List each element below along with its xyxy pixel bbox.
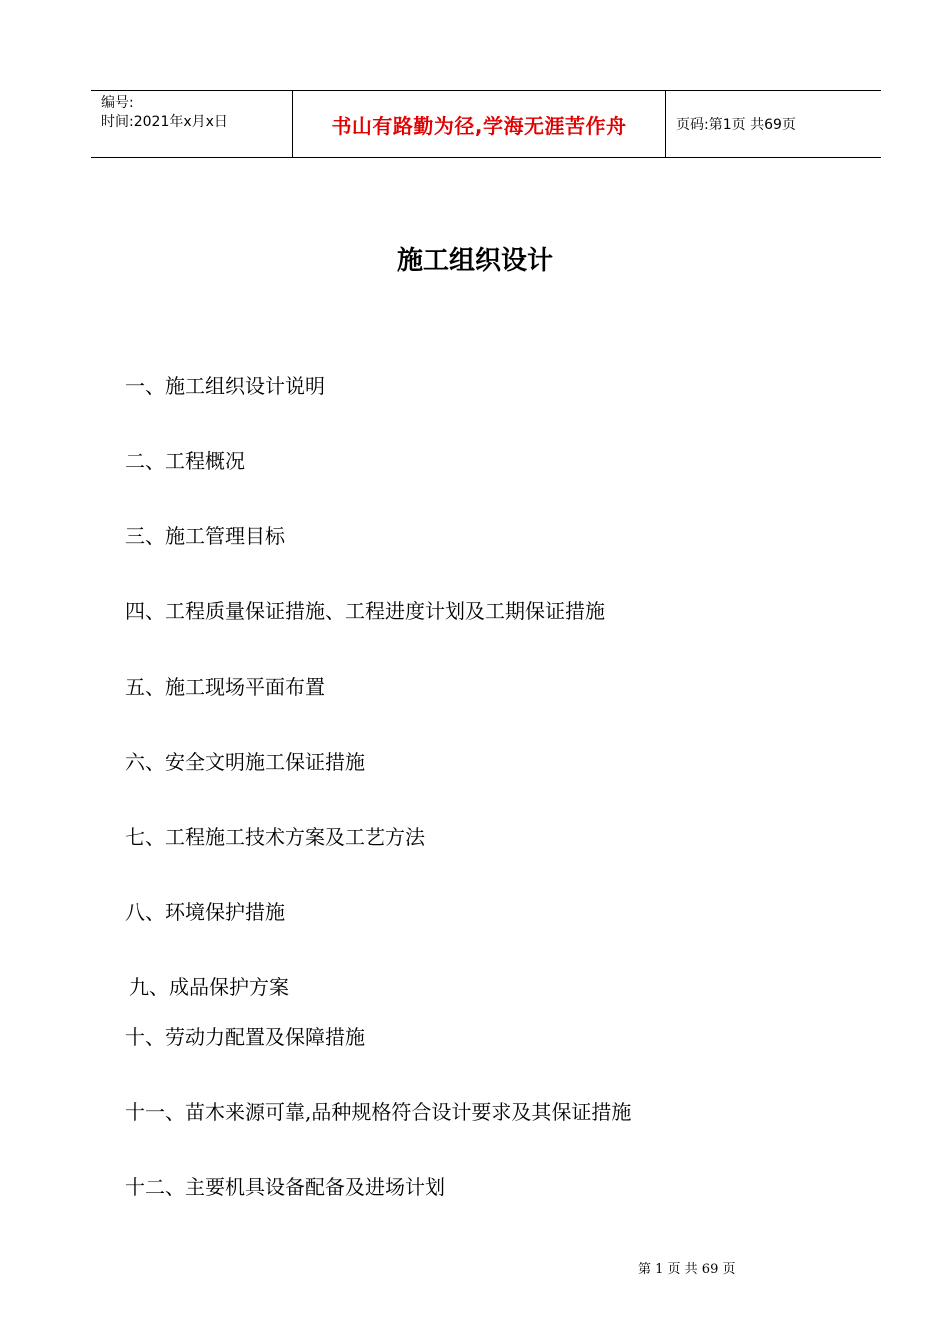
toc-item: 七、工程施工技术方案及工艺方法: [125, 825, 425, 849]
page-footer: 第 1 页 共 69 页: [638, 1262, 736, 1277]
toc-item: 四、工程质量保证措施、工程进度计划及工期保证措施: [125, 599, 605, 623]
number-label: 编号:: [101, 95, 134, 111]
toc-item: 三、施工管理目标: [125, 524, 285, 548]
document-title: 施工组织设计: [396, 246, 553, 276]
toc-item: 二、工程概况: [125, 449, 245, 473]
header-page-info: 页码:第1页 共69页: [676, 117, 796, 133]
toc-item: 十二、主要机具设备配备及进场计划: [125, 1175, 445, 1199]
time-label: 时间:2021年x月x日: [101, 114, 228, 130]
toc-item: 五、施工现场平面布置: [125, 675, 325, 699]
toc-item: 九、成品保护方案: [129, 975, 289, 999]
header-motto: 书山有路勤为径,学海无涯苦作舟: [293, 91, 666, 157]
page-header: [91, 90, 881, 158]
header-meta: [91, 91, 293, 157]
toc-item: 八、环境保护措施: [125, 900, 285, 924]
toc-item: 十一、苗木来源可靠,品种规格符合设计要求及其保证措施: [125, 1100, 632, 1124]
toc-item: 十、劳动力配置及保障措施: [125, 1025, 365, 1049]
toc-item: 一、施工组织设计说明: [125, 374, 325, 398]
toc-item: 六、安全文明施工保证措施: [125, 750, 365, 774]
